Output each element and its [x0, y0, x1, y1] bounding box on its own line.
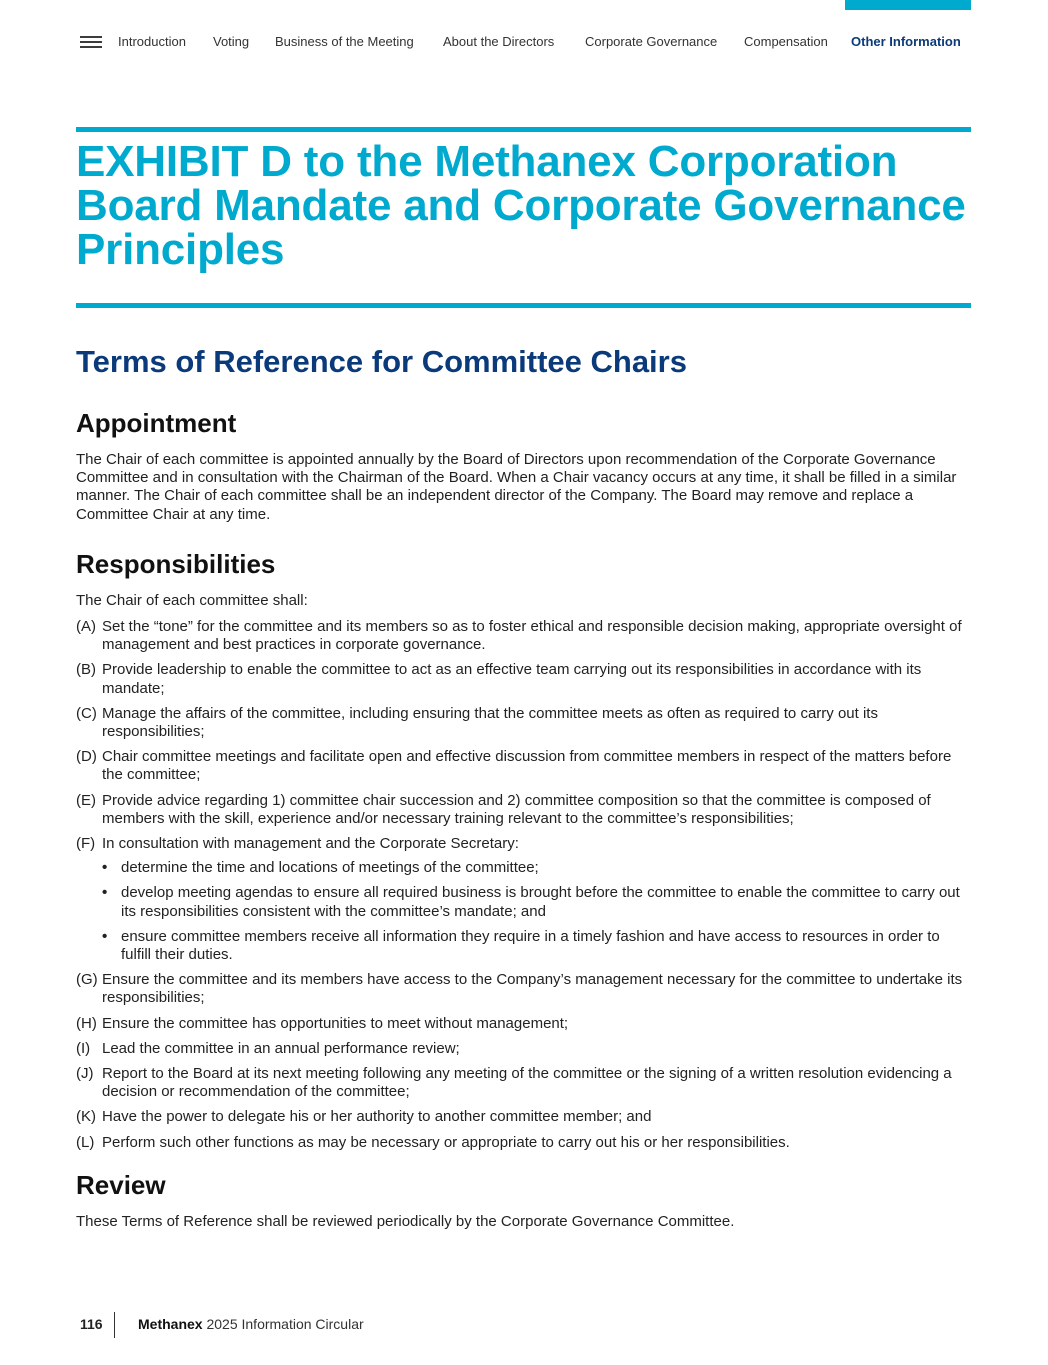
list-item-letter: (F)	[76, 835, 96, 853]
list-item	[76, 748, 971, 784]
list-item	[76, 1040, 971, 1058]
bullet-icon: •	[102, 927, 108, 945]
list-item-text: Provide advice regarding 1) committee chair succession and 2) committee composition so that the committee is composed of members with the skill, experience and/or necessary training relevant to the committee’s responsibilities;	[102, 791, 931, 827]
review-heading: Review	[76, 1169, 166, 1200]
sub-list-item	[102, 859, 971, 877]
list-item	[76, 705, 971, 741]
list-item-text: In consultation with management and the Corporate Secretary:	[102, 835, 519, 853]
list-item	[76, 1015, 971, 1033]
footer-doc-title	[138, 1316, 364, 1332]
nav-business-of-the-meeting[interactable]: Business of the Meeting	[275, 34, 414, 49]
list-item	[76, 835, 971, 964]
nav-corporate-governance[interactable]: Corporate Governance	[585, 34, 718, 49]
list-item	[76, 1065, 971, 1101]
responsibilities-heading: Responsibilities	[76, 548, 276, 579]
nav-introduction[interactable]: Introduction	[118, 34, 186, 49]
list-item-letter: (B)	[76, 661, 96, 679]
list-item-text: Ensure the committee has opportunities to meet without management;	[102, 1014, 569, 1032]
list-item-letter: (I)	[76, 1039, 91, 1057]
title-top-rule	[76, 127, 971, 132]
list-item-letter: (A)	[76, 618, 96, 636]
list-item	[76, 661, 971, 697]
list-item	[76, 1108, 971, 1126]
sub-list	[102, 859, 971, 964]
list-item-letter: (L)	[76, 1133, 95, 1151]
appointment-text: The Chair of each committee is appointed annually by the Board of Directors upon recommendation of the Corporate Governance Committee and in consultation with the Chairman of the Board. When a Chair vacancy occurs at any time, it shall be filled in a similar manner. The Chair of each committee shall be an independent director of the Company. The Board may remove and replace a Committee Chair at any time.	[76, 451, 957, 523]
review-text: These Terms of Reference shall be reviewed periodically by the Corporate Governance Committee.	[76, 1212, 735, 1230]
sub-list-item	[102, 928, 971, 964]
responsibilities-intro: The Chair of each committee shall:	[76, 591, 308, 609]
list-item	[76, 1134, 971, 1152]
footer-title: 2025 Information Circular	[206, 1316, 364, 1332]
sub-list-item-text: determine the time and locations of meetings of the committee;	[121, 859, 539, 877]
list-item-text: Have the power to delegate his or her authority to another committee member; and	[102, 1108, 652, 1126]
list-item-letter: (D)	[76, 748, 97, 766]
exhibit-title: EXHIBIT D to the Methanex Corporation Board Mandate and Corporate Governance Principles	[76, 137, 966, 274]
list-item-text: Set the “tone” for the committee and its members so as to foster ethical and responsible decision making, appropriate oversight of management and best practices in corporate governance.	[102, 618, 962, 654]
responsibilities-section	[76, 549, 971, 1152]
list-item	[76, 618, 971, 654]
appointment-heading: Appointment	[76, 408, 237, 438]
appointment-section	[76, 408, 971, 524]
list-item-text: Chair committee meetings and facilitate open and effective discussion from committee members in respect of the matters before the committee;	[102, 748, 952, 784]
page-number: 116	[80, 1316, 103, 1332]
document-body	[76, 408, 971, 1231]
nav-compensation[interactable]: Compensation	[744, 34, 828, 49]
bullet-icon: •	[102, 859, 108, 877]
sub-list-item	[102, 884, 971, 920]
sub-list-item-text: ensure committee members receive all information they require in a timely fashion and have access to resources in order to fulfill their duties.	[121, 927, 940, 964]
list-item-text: Manage the affairs of the committee, including ensuring that the committee meets as often as required to carry out its responsibilities;	[102, 704, 878, 741]
active-tab-indicator	[845, 0, 971, 10]
nav-other-information[interactable]: Other Information	[851, 34, 961, 49]
list-item-text: Report to the Board at its next meeting following any meeting of the committee or the signing of a written resolution evidencing a decision or recommendation of the committee;	[102, 1065, 952, 1101]
sub-list-item-text: develop meeting agendas to ensure all required business is brought before the committee to enable the committee to carry out its responsibilities consistent with the committee’s mandate; and	[121, 884, 960, 920]
top-navigation	[80, 32, 971, 52]
review-section	[76, 1170, 971, 1231]
list-item-letter: (K)	[76, 1108, 96, 1126]
list-item-text: Provide leadership to enable the committee to act as an effective team carrying out its responsibilities in accordance with its mandate;	[102, 661, 922, 697]
list-item	[76, 971, 971, 1007]
footer-divider	[114, 1312, 115, 1338]
list-item-text: Lead the committee in an annual performance review;	[102, 1039, 460, 1057]
nav-voting[interactable]: Voting	[213, 34, 250, 49]
list-item	[76, 792, 971, 828]
responsibilities-list	[76, 618, 971, 1152]
nav-about-the-directors[interactable]: About the Directors	[443, 34, 555, 49]
title-bottom-rule	[76, 303, 971, 308]
list-item-letter: (J)	[76, 1065, 94, 1083]
list-item-letter: (E)	[76, 791, 96, 809]
footer-company: Methanex	[138, 1316, 203, 1332]
list-item-text: Ensure the committee and its members have access to the Company’s management necessary for the committee to undertake its responsibilities;	[102, 971, 963, 1007]
list-item-letter: (C)	[76, 704, 97, 722]
section-title: Terms of Reference for Committee Chairs	[76, 344, 687, 379]
bullet-icon: •	[102, 884, 108, 902]
menu-icon[interactable]	[80, 36, 102, 50]
list-item-text: Perform such other functions as may be necessary or appropriate to carry out his or her responsibilities.	[102, 1133, 790, 1151]
list-item-letter: (G)	[76, 971, 98, 989]
list-item-letter: (H)	[76, 1014, 97, 1032]
